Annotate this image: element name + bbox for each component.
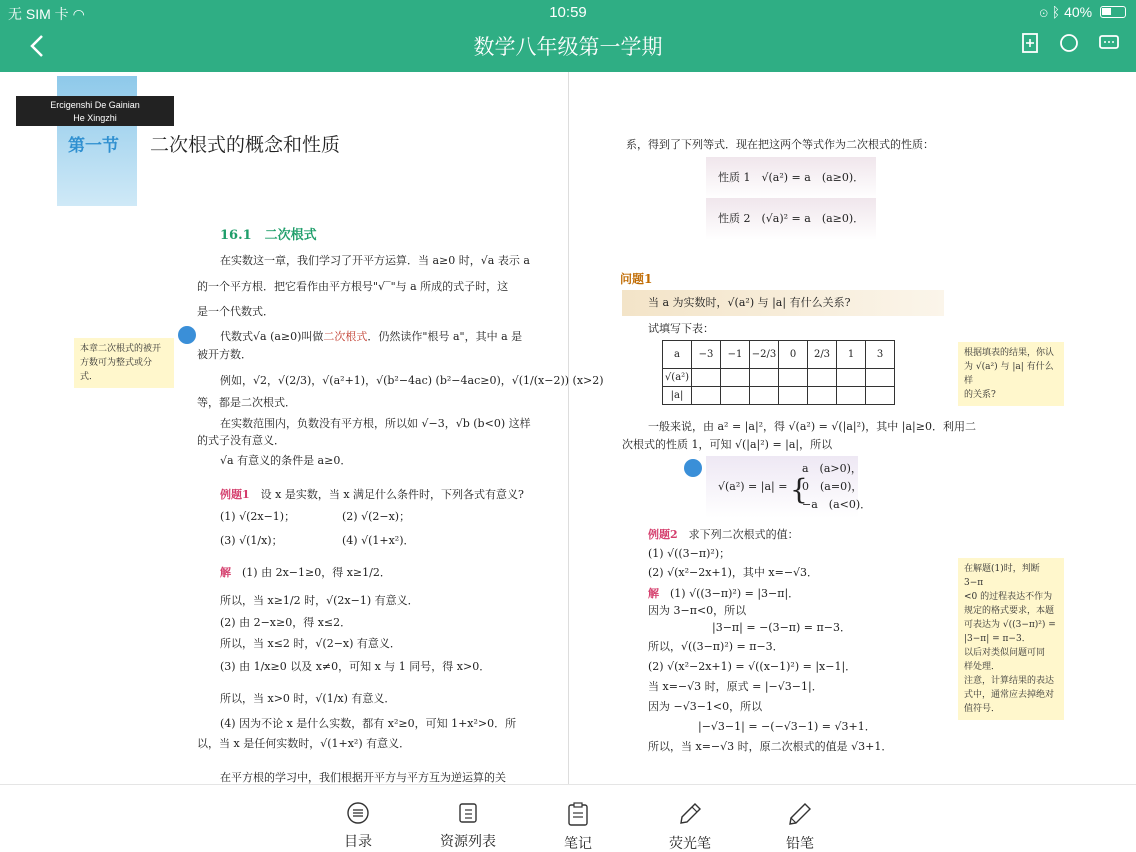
para1-line3: 是一个代数式． xyxy=(197,305,274,318)
example1-text: 设 x 是实数，当 x 满足什么条件时，下列各式有意义? xyxy=(249,488,524,501)
wifi-icon: ◠ xyxy=(72,6,85,22)
carrier-text: 无 SIM 卡 xyxy=(8,6,69,22)
pencil-icon xyxy=(787,801,813,827)
example1-item4: (4) √(1+x²)． xyxy=(342,534,415,547)
table-cell: √(a²) xyxy=(663,369,692,387)
solution2-line1 xyxy=(648,587,799,601)
table-row xyxy=(663,341,895,369)
table-cell: −2/3 xyxy=(750,341,779,369)
table-cell: 2/3 xyxy=(808,341,837,369)
page-divider xyxy=(568,72,569,784)
margin-note-right2 xyxy=(958,558,1064,720)
bottom-toolbar xyxy=(0,784,1136,852)
status-bar xyxy=(0,0,1136,24)
bluetooth-icon: ᛒ xyxy=(1051,4,1061,20)
closing-line: 在平方根的学习中，我们根据开平方与平方互为逆运算的关 xyxy=(220,771,506,784)
para1-line1: 在实数这一章，我们学习了开平方运算．当 a≥0 时，√a 表示 a xyxy=(220,254,530,267)
toc-label: 目录 xyxy=(344,834,372,850)
pinyin-label xyxy=(16,96,174,126)
solution1-line3: (2) 由 2−x≥0，得 x≤2． xyxy=(220,616,352,629)
notes-label: 笔记 xyxy=(564,836,592,852)
example2-heading xyxy=(648,528,799,542)
solution2-line5: (2) √(x²−2x+1) = √((x−1)²) = |x−1|． xyxy=(648,660,857,673)
pencil-button[interactable] xyxy=(760,785,840,852)
question1-title: 问题1 xyxy=(620,272,653,286)
note-line: 规定的格式要求，本题 xyxy=(964,606,1055,616)
clock: 10:59 xyxy=(549,4,587,21)
example2-item2: (2) √(x²−2x+1)，其中 x=−√3． xyxy=(648,566,819,579)
margin-note-left xyxy=(74,338,174,388)
highlighter-label: 荧光笔 xyxy=(669,836,711,852)
lock-rotation-icon: ⊙ xyxy=(1039,4,1048,20)
property1-box: 性质 1 √(a²) = a (a≥0)． xyxy=(706,157,876,199)
solution1-line7: (4) 因为不论 x 是什么实数，都有 x²≥0，可知 1+x²>0．所 xyxy=(220,717,517,730)
formula-case3: −a (a<0)． xyxy=(802,498,872,511)
note-line1: 根据填表的结果，你认 xyxy=(964,348,1055,358)
general-line1: 一般来说，由 a² = |a|²，得 √(a²) = √(|a|²)，其中 |a|≥0．利用二 xyxy=(648,420,976,433)
solution2-line6: 当 x=−√3 时，原式 = |−√3−1|． xyxy=(648,680,823,693)
example2-tag: 例题2 xyxy=(648,528,678,541)
example2-item1: (1) √((3−π)²)； xyxy=(648,547,731,560)
solution-tag: 解 xyxy=(648,587,659,600)
solution1-line8: 以，当 x 是任何实数时，√(1+x²) 有意义． xyxy=(197,737,411,750)
top-bar xyxy=(0,0,1136,72)
note-line: 注意，计算结果的表达 xyxy=(964,676,1055,686)
example1-heading xyxy=(220,488,524,502)
table-row xyxy=(663,369,895,387)
resource-doc-icon[interactable] xyxy=(684,459,702,477)
margin-note-right1 xyxy=(958,342,1064,406)
note-line2: 为 √(a²) 与 |a| 有什么样 xyxy=(964,362,1054,386)
resources-button[interactable] xyxy=(428,785,508,852)
example1-item1: (1) √(2x−1)； xyxy=(220,510,296,523)
example2-text: 求下列二次根式的值： xyxy=(677,528,799,541)
fill-table xyxy=(662,340,895,405)
note-line1: 本章二次根式的被开 xyxy=(80,344,162,354)
formula-case1: a (a>0)， xyxy=(802,462,862,475)
table-cell: 0 xyxy=(779,341,808,369)
book-title: 数学八年级第一学期 xyxy=(473,35,663,59)
notes-button[interactable] xyxy=(538,785,618,852)
para3-line1: 例如，√2，√(2/3)，√(a²+1)，√(b²−4ac) (b²−4ac≥0)，√(1/(x−2)) (x>2) xyxy=(220,374,604,387)
note-line: 值符号． xyxy=(964,704,1001,714)
solution1-line5: (3) 由 1/x≥0 以及 x≠0，可知 x 与 1 同号，得 x>0． xyxy=(220,660,491,673)
note-line: 在解题(1)时，判断 3−π xyxy=(964,564,1040,588)
battery-percent: 40% xyxy=(1064,4,1093,20)
list-icon xyxy=(346,801,370,825)
solution1-text: (1) 由 2x−1≥0，得 x≥1/2． xyxy=(242,566,391,579)
para2-line1 xyxy=(220,330,522,344)
nav-actions xyxy=(1020,32,1120,54)
solution2-line9: 所以，当 x=−√3 时，原二次根式的值是 √3+1． xyxy=(648,740,893,753)
note-line: 以后对类似问题可同 xyxy=(964,648,1046,658)
formula-case2: 0 (a=0)， xyxy=(802,480,863,493)
solution1-line4: 所以，当 x≤2 时，√(2−x) 有意义． xyxy=(220,637,401,650)
table-cell: −1 xyxy=(721,341,750,369)
para4-line2: 的式子没有意义． xyxy=(197,434,285,447)
resource-doc-icon[interactable] xyxy=(178,326,196,344)
highlighter-icon xyxy=(677,801,703,827)
pencil-label: 铅笔 xyxy=(786,836,814,852)
solution2-line3: |3−π| = −(3−π) = π−3． xyxy=(712,621,851,634)
note-line: <0 的过程表达不作为 xyxy=(964,592,1053,602)
para2-line2: 被开方数． xyxy=(197,348,252,361)
bookmark-add-icon[interactable] xyxy=(1020,32,1040,54)
resources-label: 资源列表 xyxy=(440,834,496,850)
brace-glyph: { xyxy=(790,473,808,506)
term-highlight: 二次根式 xyxy=(323,330,368,343)
note-line: 样处理． xyxy=(964,662,1001,672)
para3-line2: 等，都是二次根式． xyxy=(197,396,296,409)
solution2-line2: 因为 3−π<0，所以 xyxy=(648,604,747,617)
formula-lhs: √(a²) = |a| = xyxy=(718,480,788,493)
pinyin-line1: Ercigenshi De Gainian xyxy=(50,100,140,110)
section-title: 二次根式的概念和性质 xyxy=(150,134,341,156)
example1-item2: (2) √(2−x)； xyxy=(342,510,411,523)
status-right xyxy=(1039,4,1126,20)
table-cell: 3 xyxy=(866,341,895,369)
para4-line1: 在实数范围内，负数没有平方根，所以如 √−3，√b (b<0) 这样 xyxy=(220,417,531,430)
solution1-line6: 所以，当 x>0 时，√(1/x) 有意义． xyxy=(220,692,396,705)
solution2-text: (1) √((3−π)²) = |3−π|． xyxy=(670,587,800,600)
note-line: 式中，通常应去掉绝对 xyxy=(964,690,1055,700)
toc-button[interactable] xyxy=(318,785,398,852)
battery-icon xyxy=(1100,6,1126,18)
solution2-line7: 因为 −√3−1<0，所以 xyxy=(648,700,763,713)
note-line: |3−π| = π−3． xyxy=(964,634,1031,644)
solution1-line1 xyxy=(220,566,391,580)
subsection-title: 16.1 二次根式 xyxy=(220,228,317,243)
abs-formula-box xyxy=(706,456,872,518)
pinyin-line2: He Xingzhi xyxy=(73,113,117,123)
note-line3: 的关系? xyxy=(964,390,996,400)
example1-tag: 例题1 xyxy=(220,488,250,501)
right-top-line: 系，得到了下列等式．现在把这两个等式作为二次根式的性质： xyxy=(626,138,934,151)
question1-bar: 当 a 为实数时，√(a²) 与 |a| 有什么关系? xyxy=(622,290,944,316)
note-line2: 方数可为整式或分式． xyxy=(80,358,153,382)
table-row xyxy=(663,387,895,405)
fill-prompt: 试填写下表： xyxy=(648,322,714,335)
checklist-icon xyxy=(456,801,480,825)
comment-icon[interactable] xyxy=(1098,32,1120,54)
para2-c: ．仍然读作"根号 a"，其中 a 是 xyxy=(367,330,523,343)
para1-line2: 的一个平方根．把它看作由平方根号"√‾"与 a 所成的式子时，这 xyxy=(197,280,509,293)
table-cell: a xyxy=(663,341,692,369)
para5: √a 有意义的条件是 a≥0． xyxy=(220,454,352,467)
clipboard-icon xyxy=(566,801,590,827)
solution2-line8: |−√3−1| = −(−√3−1) = √3+1． xyxy=(698,720,876,733)
general-line2: 次根式的性质 1，可知 √(|a|²) = |a|，所以 xyxy=(622,438,833,451)
section-number: 第一节 xyxy=(68,136,119,156)
example1-item3: (3) √(1/x)； xyxy=(220,534,283,547)
table-cell: 1 xyxy=(837,341,866,369)
solution1-line2: 所以，当 x≥1/2 时，√(2x−1) 有意义． xyxy=(220,594,419,607)
property2-box: 性质 2 (√a)² = a (a≥0)． xyxy=(706,198,876,240)
refresh-icon[interactable] xyxy=(1058,32,1080,54)
table-cell: |a| xyxy=(663,387,692,405)
table-cell: −3 xyxy=(692,341,721,369)
para2-a: 代数式√a (a≥0)叫做 xyxy=(220,330,324,343)
battery-fill xyxy=(1102,8,1111,15)
solution2-line4: 所以，√((3−π)²) = π−3． xyxy=(648,640,784,653)
highlighter-button[interactable] xyxy=(650,785,730,852)
solution-tag: 解 xyxy=(220,566,231,579)
note-line: 可表达为 √((3−π)²) = xyxy=(964,620,1056,630)
